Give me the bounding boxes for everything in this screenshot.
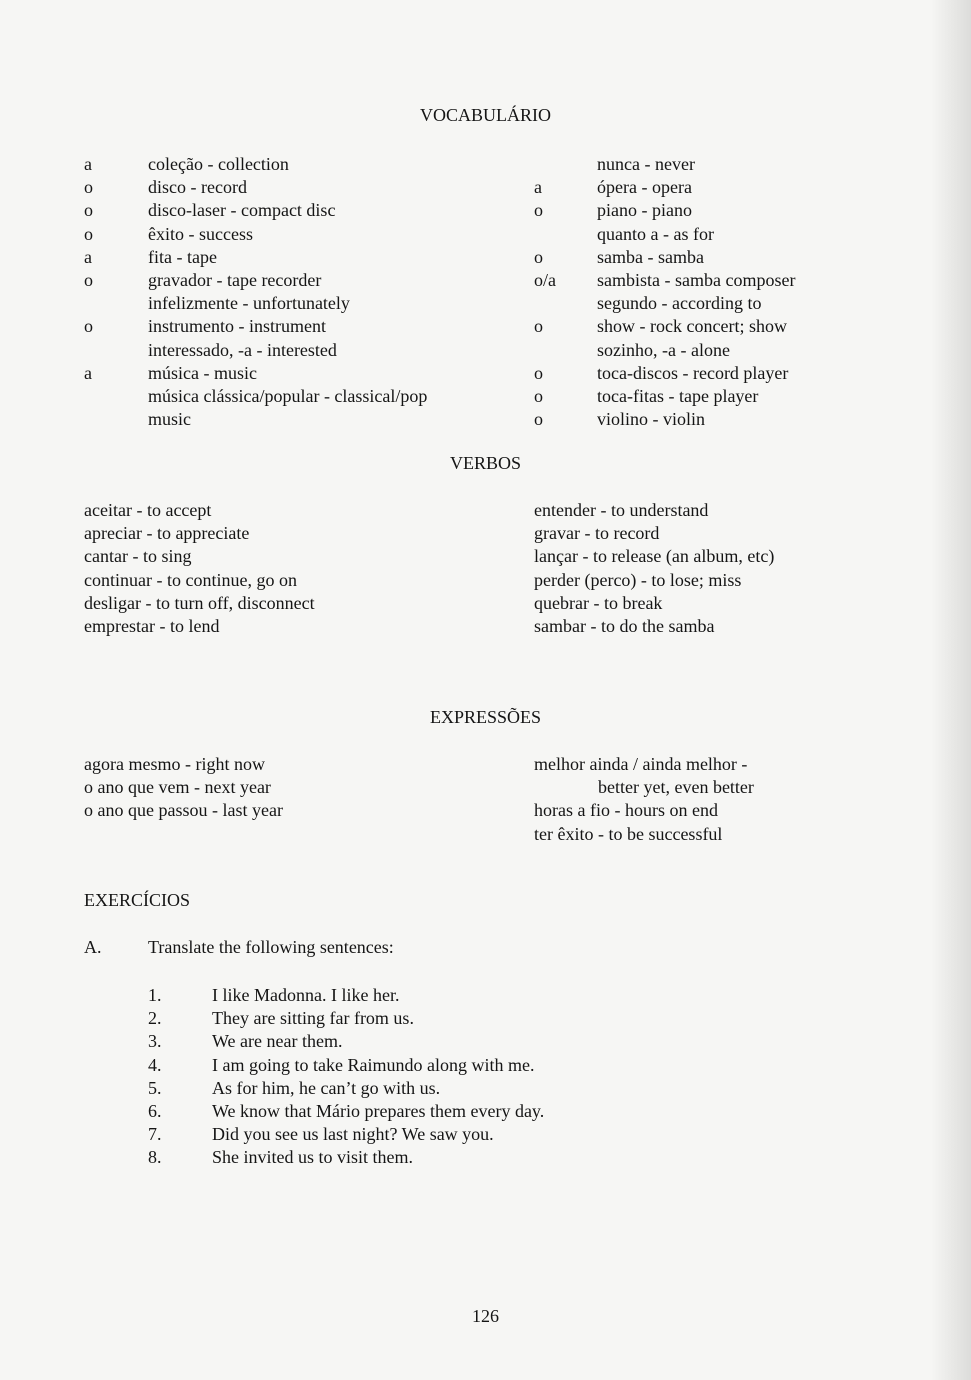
article: o [534,409,543,430]
sentence-number: 3. [148,1031,162,1052]
sentence-item [148,1123,748,1146]
sentence-text: We are near them. [212,1031,343,1052]
vocab-entry [84,408,504,431]
vocab-entry [84,339,504,362]
article: o [534,362,543,383]
term: instrumento - instrument [148,316,326,337]
vocab-entry [84,292,504,315]
verb-entry: apreciar - to appreciate [84,523,250,544]
vocab-entry [534,246,934,269]
sentence-item [148,1054,748,1077]
vocab-entry [84,269,504,292]
article: a [534,177,542,198]
sentence-number: 5. [148,1077,162,1098]
expression-entry: o ano que passou - last year [84,800,283,821]
term: samba - samba [597,246,704,267]
vocabulario-right-column [534,153,934,431]
term: sambista - samba composer [597,269,796,290]
article: o [84,223,93,244]
vocabulario-heading: VOCABULÁRIO [419,105,551,125]
vocab-entry [534,176,934,199]
article: a [84,154,92,174]
sentence-item [148,984,748,1007]
sentence-text: She invited us to visit them. [212,1147,413,1168]
expressoes-heading: EXPRESSÕES [429,707,542,727]
verb-entry: perder (perco) - to lose; miss [534,569,742,590]
term: ópera - opera [597,177,692,198]
sentence-text: We know that Mário prepares them every day. [212,1100,545,1121]
sentence-number: 2. [148,1008,162,1029]
verbos-right-column [534,499,934,638]
vocab-entry [84,153,504,176]
sentence-item [148,1007,748,1030]
verb-entry: cantar - to sing [84,546,192,567]
term: piano - piano [597,200,692,221]
sentence-number: 8. [148,1147,162,1168]
term: nunca - never [597,154,695,174]
expression-entry: ter êxito - to be successful [534,823,723,844]
vocab-entry [534,362,934,385]
sentence-number: 7. [148,1124,162,1145]
expression-entry: horas a fio - hours on end [534,800,718,821]
verb-entry: aceitar - to accept [84,500,212,520]
term: coleção - collection [148,154,289,174]
sentence-item [148,1030,748,1053]
expression-entry-continuation: better yet, even better [598,777,754,798]
term: show - rock concert; show [597,316,787,337]
page-number: 126 [472,1306,499,1326]
exercicios-heading: EXERCÍCIOS [84,890,191,910]
verb-entry: entender - to understand [534,500,709,520]
sentence-number: 1. [148,985,162,1005]
term: música clássica/popular - classical/pop [148,385,428,406]
term: violino - violin [597,409,705,430]
vocab-entry [534,408,934,431]
term: fita - tape [148,246,217,267]
vocab-entry [84,223,504,246]
article: o/a [534,269,556,290]
term: quanto a - as for [597,223,714,244]
sentence-item [148,1146,748,1169]
article: o [84,177,93,198]
term: disco-laser - compact disc [148,200,336,221]
article: o [534,246,543,267]
vocab-entry [534,223,934,246]
article: o [84,316,93,337]
vocab-entry [534,315,934,338]
sentence-item [148,1100,748,1123]
sentence-text: Did you see us last night? We saw you. [212,1124,494,1145]
term: infelizmente - unfortunately [148,293,350,314]
term: disco - record [148,177,247,198]
vocab-entry [84,176,504,199]
term: toca-fitas - tape player [597,385,759,406]
sentence-text: I am going to take Raimundo along with me. [212,1054,535,1075]
verb-entry: lançar - to release (an album, etc) [534,546,775,567]
page-edge-shadow [931,0,971,1380]
vocab-entry [84,385,504,408]
vocab-entry [534,385,934,408]
article: o [534,200,543,221]
vocab-entry [534,153,934,176]
term: interessado, -a - interested [148,339,337,360]
vocab-entry [534,339,934,362]
verb-entry: gravar - to record [534,523,660,544]
sentence-text: They are sitting far from us. [212,1008,414,1029]
sentence-list [148,984,748,1170]
verb-entry: continuar - to continue, go on [84,569,297,590]
term: sozinho, -a - alone [597,339,730,360]
expression-entry: agora mesmo - right now [84,754,265,774]
vocab-entry [84,362,504,385]
article: a [84,362,92,383]
vocab-entry [84,246,504,269]
article: o [534,385,543,406]
vocabulario-left-column [84,153,504,431]
term: segundo - according to [597,293,762,314]
term: êxito - success [148,223,253,244]
article: o [534,316,543,337]
expressoes-right-column [534,753,934,846]
sentence-text: I like Madonna. I like her. [212,985,400,1005]
vocab-entry [534,199,934,222]
vocab-entry [84,199,504,222]
verbos-heading: VERBOS [449,453,521,473]
sentence-number: 6. [148,1100,162,1121]
article: o [84,269,93,290]
sentence-number: 4. [148,1054,162,1075]
exercise-instruction: Translate the following sentences: [148,937,394,957]
term: toca-discos - record player [597,362,789,383]
expression-entry: melhor ainda / ainda melhor - [534,754,748,774]
term: gravador - tape recorder [148,269,322,290]
article: a [84,246,92,267]
verb-entry: desligar - to turn off, disconnect [84,592,315,613]
exercise-label: A. [84,937,102,957]
vocab-entry [534,269,934,292]
article: o [84,200,93,221]
verb-entry: emprestar - to lend [84,615,220,636]
vocab-entry [84,315,504,338]
expressoes-left-column [84,753,504,823]
expression-entry: o ano que vem - next year [84,777,271,798]
verbos-left-column [84,499,504,638]
term: música - music [148,362,257,383]
sentence-text: As for him, he can’t go with us. [212,1077,441,1098]
verb-entry: sambar - to do the samba [534,615,715,636]
term: music [148,409,191,430]
vocab-entry [534,292,934,315]
sentence-item [148,1077,748,1100]
verb-entry: quebrar - to break [534,592,663,613]
